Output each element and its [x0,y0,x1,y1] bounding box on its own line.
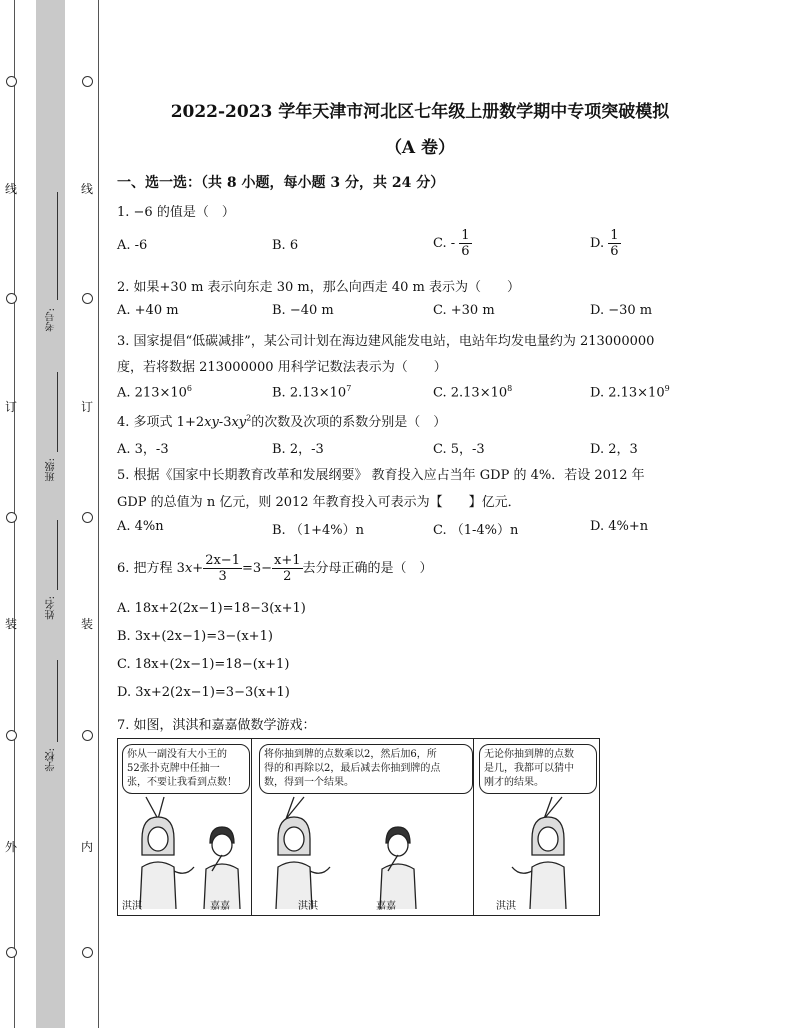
q1-option-a[interactable]: A. -6 [117,238,148,253]
question-6: 6. 把方程 3x+ $\frac{2x-1}{3}$ =3− $\frac{x+1}{2}$ 去分母正确的是（ ） [117,553,433,584]
character-name-jiajia: 嘉嘉 [376,901,396,912]
q5-option-b[interactable]: B. （1+4%）n [272,523,364,538]
girl-figure [512,817,566,909]
q4-option-c[interactable]: C. 5，-3 [433,442,485,457]
q1-option-d-fraction: $\frac{1}{6}$ [610,228,619,259]
name-label: 姓名: [46,596,57,620]
speech-bubble-2: 将你抽到牌的点数乘以2，然后加6，所 得的和再除以2，最后减去你抽到牌的点 数，得到一个结果。 [259,744,473,794]
speech-bubble-1: 你从一副没有大小王的 52张扑克牌中任抽一 张，不要让我看到点数！ [122,744,250,794]
character-name-qiqi: 淇淇 [298,901,318,912]
page-title: 2022-2023 学年天津市河北区七年级上册数学期中专项突破模拟 [170,102,670,122]
q3-option-b[interactable]: B. $2.13\times 10^7$ [272,384,352,401]
question-3-line1: 3. 国家提倡“低碳减排”，某公司计划在海边建风能发电站，电站年均发电量约为 213000000 [117,334,655,349]
outer-char: 线 [4,182,17,196]
character-name-jiajia: 嘉嘉 [210,901,230,912]
q5-option-d[interactable]: D. 4%+n [590,519,649,534]
inner-char: 订 [80,400,93,414]
outer-char: 装 [4,617,17,631]
girl-figure [140,817,194,909]
question-7: 7. 如图，淇淇和嘉嘉做数学游戏： [117,718,316,733]
name-line[interactable] [57,520,58,590]
comic-strip [117,738,600,916]
school-line[interactable] [57,660,58,742]
class-line[interactable] [57,372,58,452]
q6-option-b[interactable]: B. 3x+(2x−1)=3−(x+1) [117,629,273,644]
q6-fraction-1: $\frac{2x-1}{3}$ [205,553,240,584]
q6-option-c[interactable]: C. 18x+(2x−1)=18−(x+1) [117,657,290,672]
q1-option-d-prefix: D. [590,236,609,251]
q1-option-c-prefix: C. - [433,236,456,251]
speech-bubble-3: 无论你抽到牌的点数 是几，我都可以猜中 刚才的结果。 [479,744,597,794]
q5-option-a[interactable]: A. 4%n [117,519,164,534]
binding-hole [82,76,93,87]
binding-hole [6,512,17,523]
girl-figure [276,817,330,909]
question-5-line2: GDP 的总值为 n 亿元，则 2012 年教育投入可表示为【 】亿元． [117,495,521,510]
q6-fraction-2: $\frac{x+1}{2}$ [274,553,301,584]
binding-band [36,0,65,1028]
page-subtitle: （A 卷） [384,138,456,158]
q3-option-a[interactable]: A. $213\times 10^6$ [117,384,192,401]
exam-number-line[interactable] [57,192,58,300]
q4-option-a[interactable]: A. 3，-3 [117,442,169,457]
question-5-line1: 5. 根据《国家中长期教育改革和发展纲要》 教育投入应占当年 GDP 的 4%．若设 2012 年 [117,468,645,483]
character-name-qiqi: 淇淇 [496,901,516,912]
section-heading: 一、选一选：（共 8 小题，每小题 3 分，共 24 分） [117,175,445,191]
inner-char: 内 [80,840,93,854]
q2-option-b[interactable]: B. −40 m [272,303,334,318]
binding-hole [6,730,17,741]
q4-option-b[interactable]: B. 2，-3 [272,442,324,457]
binding-hole [6,947,17,958]
question-1: 1. −6 的值是（ ） [117,205,235,220]
class-label: 班级: [46,458,57,482]
margin-line-right [98,0,99,1028]
q6-option-a[interactable]: A. 18x+2(2x−1)=18−3(x+1) [117,601,306,616]
q1-option-c[interactable] [433,228,472,259]
binding-hole [6,293,17,304]
q1-option-d[interactable] [590,228,621,259]
comic-figures [118,739,599,915]
school-label: 学校: [46,748,57,772]
inner-char: 装 [80,617,93,631]
q2-option-a[interactable]: A. +40 m [117,303,179,318]
q1-option-c-fraction: $\frac{1}{6}$ [461,228,470,259]
binding-hole [82,947,93,958]
q3-option-d[interactable]: D. $2.13\times 10^9$ [590,384,670,401]
q2-option-c[interactable]: C. +30 m [433,303,495,318]
character-name-qiqi: 淇淇 [122,901,142,912]
inner-char: 线 [80,182,93,196]
binding-hole [82,730,93,741]
question-2: 2. 如果+30 m 表示向东走 30 m，那么向西走 40 m 表示为（ ） [117,280,520,295]
q6-option-d[interactable]: D. 3x+2(2x−1)=3−3(x+1) [117,685,290,700]
outer-char: 外 [4,840,17,854]
q2-option-d[interactable]: D. −30 m [590,303,653,318]
exam-number-label: 考号: [46,308,57,332]
q5-option-c[interactable]: C. （1-4%）n [433,523,519,538]
question-3-line2: 度，若将数据 213000000 用科学记数法表示为（ ） [117,360,447,375]
binding-hole [82,512,93,523]
q3-option-c[interactable]: C. $2.13\times 10^8$ [433,384,513,401]
outer-char: 订 [4,400,17,414]
q1-option-b[interactable]: B. 6 [272,238,299,253]
q4-option-d[interactable]: D. 2，3 [590,442,638,457]
binding-hole [6,76,17,87]
binding-hole [82,293,93,304]
question-4: 4. 多项式 $1+2xy-3xy^2$的次数及次项的系数分别是（ ） [117,413,447,430]
